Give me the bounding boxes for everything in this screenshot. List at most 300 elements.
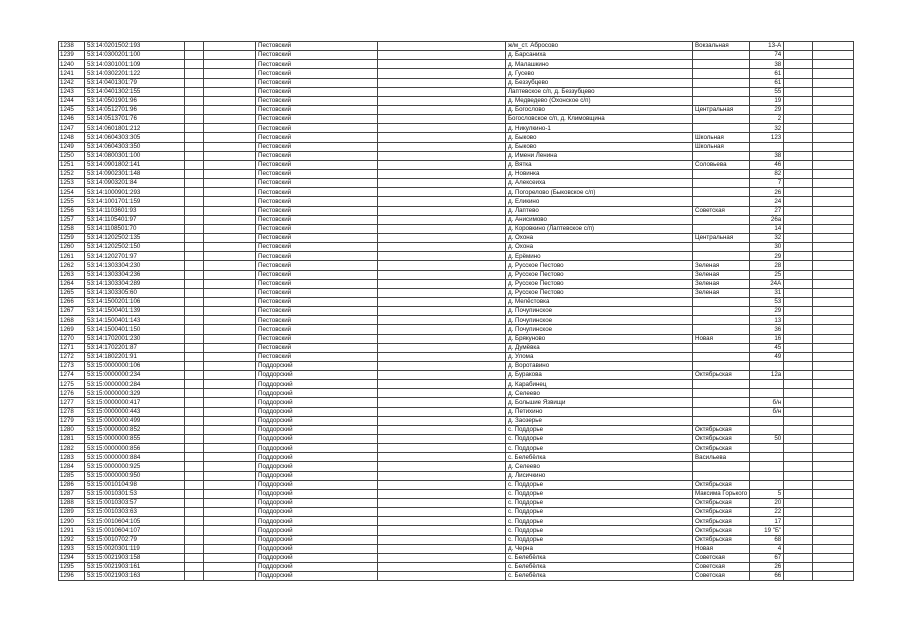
street-name (693, 361, 750, 370)
row-number: 1290 (59, 517, 85, 526)
cadastral-number: 53:14:0300201:100 (85, 51, 185, 60)
blank-cell (378, 444, 506, 453)
blank-cell (378, 462, 506, 471)
blank-cell (378, 526, 506, 535)
blank-cell (204, 188, 256, 197)
blank-cell (185, 499, 204, 508)
table-row (59, 261, 854, 270)
house-number: 29 (750, 252, 784, 261)
blank-cell (813, 224, 854, 233)
street-name (693, 124, 750, 133)
blank-cell (185, 407, 204, 416)
blank-cell (784, 206, 813, 215)
blank-cell (813, 105, 854, 114)
cadastral-number: 53:14:0501901:96 (85, 96, 185, 105)
blank-cell (185, 361, 204, 370)
locality-name: д. Лисичкино (506, 471, 693, 480)
cadastral-number: 53:14:0901802:141 (85, 160, 185, 169)
locality-name: д. Заозерье (506, 416, 693, 425)
table-row (59, 544, 854, 553)
blank-cell (784, 462, 813, 471)
cadastral-number: 53:15:0000000:443 (85, 407, 185, 416)
blank-cell (204, 526, 256, 535)
district-name: Поддорский (256, 499, 378, 508)
house-number (750, 389, 784, 398)
blank-cell (378, 371, 506, 380)
table-row (59, 42, 854, 51)
blank-cell (813, 87, 854, 96)
blank-cell (378, 224, 506, 233)
blank-cell (784, 142, 813, 151)
street-name: Вокзальная (693, 42, 750, 51)
blank-cell (813, 197, 854, 206)
blank-cell (378, 233, 506, 242)
blank-cell (185, 398, 204, 407)
row-number: 1269 (59, 325, 85, 334)
blank-cell (204, 316, 256, 325)
locality-name: д. Русское Пестово (506, 279, 693, 288)
table-row (59, 508, 854, 517)
house-number: 29 (750, 105, 784, 114)
blank-cell (204, 371, 256, 380)
blank-cell (185, 334, 204, 343)
cadastral-number: 53:14:1303305:60 (85, 288, 185, 297)
blank-cell (784, 42, 813, 51)
locality-name: д. Погорелово (Быковское с/п) (506, 188, 693, 197)
house-number: 17 (750, 517, 784, 526)
table-row (59, 297, 854, 306)
house-number: 26 (750, 563, 784, 572)
blank-cell (378, 416, 506, 425)
cadastral-number: 53:14:1702201:87 (85, 343, 185, 352)
locality-name: д. Селеево (506, 462, 693, 471)
street-name: Октябрьская (693, 526, 750, 535)
cadastral-number: 53:14:1702001:230 (85, 334, 185, 343)
row-number: 1291 (59, 526, 85, 535)
row-number: 1279 (59, 416, 85, 425)
blank-cell (204, 233, 256, 242)
blank-cell (204, 279, 256, 288)
table-row (59, 78, 854, 87)
blank-cell (813, 78, 854, 87)
blank-cell (185, 206, 204, 215)
blank-cell (784, 105, 813, 114)
blank-cell (378, 105, 506, 114)
blank-cell (813, 544, 854, 553)
cadastral-number: 53:14:0800301:100 (85, 151, 185, 160)
table-row (59, 105, 854, 114)
blank-cell (784, 453, 813, 462)
house-number: 49 (750, 352, 784, 361)
table-row (59, 69, 854, 78)
blank-cell (185, 261, 204, 270)
blank-cell (813, 60, 854, 69)
blank-cell (204, 105, 256, 114)
street-name: Октябрьская (693, 480, 750, 489)
blank-cell (204, 133, 256, 142)
blank-cell (204, 215, 256, 224)
street-name (693, 389, 750, 398)
cadastral-number: 53:14:0401302:155 (85, 87, 185, 96)
cadastral-number: 53:15:0000000:234 (85, 371, 185, 380)
blank-cell (813, 297, 854, 306)
blank-cell (185, 188, 204, 197)
locality-name: д. Почупинское (506, 307, 693, 316)
locality-name: д. Почупинское (506, 316, 693, 325)
cadastral-number: 53:14:1202502:135 (85, 233, 185, 242)
district-name: Поддорский (256, 544, 378, 553)
blank-cell (185, 179, 204, 188)
cadastral-number: 53:14:1500401:143 (85, 316, 185, 325)
blank-cell (185, 69, 204, 78)
street-name (693, 307, 750, 316)
locality-name: д. Никулкино-1 (506, 124, 693, 133)
blank-cell (813, 233, 854, 242)
blank-cell (185, 352, 204, 361)
house-number: 19 (750, 96, 784, 105)
street-name: Октябрьская (693, 508, 750, 517)
blank-cell (784, 297, 813, 306)
locality-name: д. Еликино (506, 197, 693, 206)
street-name (693, 462, 750, 471)
table-row (59, 553, 854, 562)
district-name: Пестовский (256, 115, 378, 124)
district-name: Пестовский (256, 206, 378, 215)
blank-cell (204, 462, 256, 471)
locality-name: д. Лаптево (506, 206, 693, 215)
street-name: Октябрьская (693, 517, 750, 526)
cadastral-number: 53:14:0512701:96 (85, 105, 185, 114)
district-name: Поддорский (256, 380, 378, 389)
blank-cell (784, 508, 813, 517)
blank-cell (378, 206, 506, 215)
table-row (59, 526, 854, 535)
row-number: 1238 (59, 42, 85, 51)
row-number: 1281 (59, 435, 85, 444)
district-name: Пестовский (256, 96, 378, 105)
cadastral-number: 53:14:1103601:93 (85, 206, 185, 215)
cadastral-number: 53:14:0604303:305 (85, 133, 185, 142)
locality-name: д. Имени Ленина (506, 151, 693, 160)
street-name (693, 115, 750, 124)
blank-cell (204, 480, 256, 489)
district-name: Поддорский (256, 435, 378, 444)
blank-cell (185, 325, 204, 334)
blank-cell (813, 334, 854, 343)
blank-cell (185, 169, 204, 178)
house-number: 123 (750, 133, 784, 142)
blank-cell (185, 343, 204, 352)
district-name: Пестовский (256, 87, 378, 96)
row-number: 1245 (59, 105, 85, 114)
blank-cell (185, 151, 204, 160)
row-number: 1280 (59, 425, 85, 434)
row-number: 1272 (59, 352, 85, 361)
locality-name: с. Белебёлка (506, 453, 693, 462)
row-number: 1251 (59, 160, 85, 169)
locality-name: с. Белебёлка (506, 563, 693, 572)
cadastral-number: 53:15:0010702:79 (85, 535, 185, 544)
blank-cell (378, 60, 506, 69)
district-name: Поддорский (256, 563, 378, 572)
house-number: 27 (750, 206, 784, 215)
blank-cell (784, 78, 813, 87)
row-number: 1273 (59, 361, 85, 370)
house-number: 45 (750, 343, 784, 352)
locality-name: с. Поддорье (506, 535, 693, 544)
locality-name: д. Русское Пестово (506, 270, 693, 279)
blank-cell (378, 334, 506, 343)
blank-cell (784, 316, 813, 325)
cadastral-number: 53:15:0000000:855 (85, 435, 185, 444)
blank-cell (185, 197, 204, 206)
blank-cell (784, 535, 813, 544)
district-name: Поддорский (256, 389, 378, 398)
blank-cell (185, 160, 204, 169)
blank-cell (813, 535, 854, 544)
street-name: Соловьева (693, 160, 750, 169)
street-name: Октябрьская (693, 435, 750, 444)
cadastral-number: 53:15:0021903:158 (85, 553, 185, 562)
blank-cell (813, 51, 854, 60)
row-number: 1268 (59, 316, 85, 325)
locality-name: д. Быково (506, 133, 693, 142)
cadastral-number: 53:14:0604303:350 (85, 142, 185, 151)
cadastral-number: 53:15:0010303:57 (85, 499, 185, 508)
row-number: 1270 (59, 334, 85, 343)
cadastral-number: 53:14:1303304:236 (85, 270, 185, 279)
district-name: Поддорский (256, 480, 378, 489)
locality-name: Лаптевское с/п, д. Беззубцево (506, 87, 693, 96)
row-number: 1271 (59, 343, 85, 352)
cadastral-number: 53:14:0902301:148 (85, 169, 185, 178)
blank-cell (185, 435, 204, 444)
street-name (693, 471, 750, 480)
blank-cell (204, 115, 256, 124)
locality-name: Богословское с/п, д. Климовщина (506, 115, 693, 124)
table-row (59, 233, 854, 242)
locality-name: д. Брякуново (506, 334, 693, 343)
district-name: Поддорский (256, 553, 378, 562)
cadastral-number: 53:15:0021903:163 (85, 572, 185, 581)
table-row (59, 224, 854, 233)
locality-name: д. Барсаниха (506, 51, 693, 60)
blank-cell (204, 42, 256, 51)
blank-cell (813, 270, 854, 279)
house-number: 16 (750, 334, 784, 343)
blank-cell (813, 288, 854, 297)
blank-cell (378, 425, 506, 434)
blank-cell (378, 252, 506, 261)
blank-cell (378, 279, 506, 288)
district-name: Пестовский (256, 151, 378, 160)
blank-cell (185, 224, 204, 233)
district-name: Пестовский (256, 233, 378, 242)
street-name: Октябрьская (693, 371, 750, 380)
blank-cell (185, 517, 204, 526)
blank-cell (378, 69, 506, 78)
row-number: 1276 (59, 389, 85, 398)
blank-cell (204, 142, 256, 151)
blank-cell (784, 563, 813, 572)
blank-cell (784, 435, 813, 444)
blank-cell (204, 499, 256, 508)
table-row (59, 51, 854, 60)
street-name (693, 297, 750, 306)
blank-cell (204, 206, 256, 215)
blank-cell (204, 124, 256, 133)
blank-cell (204, 398, 256, 407)
blank-cell (185, 508, 204, 517)
blank-cell (204, 151, 256, 160)
blank-cell (784, 489, 813, 498)
house-number (750, 444, 784, 453)
locality-name: д. Беззубцево (506, 78, 693, 87)
table-body (59, 42, 854, 581)
district-name: Пестовский (256, 343, 378, 352)
blank-cell (204, 78, 256, 87)
blank-cell (784, 371, 813, 380)
street-name (693, 51, 750, 60)
row-number: 1289 (59, 508, 85, 517)
blank-cell (378, 197, 506, 206)
house-number: 24А (750, 279, 784, 288)
district-name: Пестовский (256, 224, 378, 233)
blank-cell (813, 124, 854, 133)
street-name: Зеленая (693, 270, 750, 279)
blank-cell (784, 334, 813, 343)
street-name (693, 224, 750, 233)
blank-cell (185, 371, 204, 380)
house-number: 53 (750, 297, 784, 306)
house-number: 66 (750, 572, 784, 581)
district-name: Поддорский (256, 489, 378, 498)
row-number: 1264 (59, 279, 85, 288)
table-row (59, 361, 854, 370)
cadastral-number: 53:14:1303304:230 (85, 261, 185, 270)
district-name: Пестовский (256, 42, 378, 51)
locality-name: д. Охона (506, 233, 693, 242)
blank-cell (784, 243, 813, 252)
street-name (693, 252, 750, 261)
blank-cell (784, 480, 813, 489)
blank-cell (204, 425, 256, 434)
street-name: Советская (693, 553, 750, 562)
blank-cell (204, 270, 256, 279)
street-name: Советская (693, 563, 750, 572)
blank-cell (378, 435, 506, 444)
blank-cell (813, 115, 854, 124)
blank-cell (784, 87, 813, 96)
blank-cell (204, 553, 256, 562)
blank-cell (185, 252, 204, 261)
district-name: Пестовский (256, 325, 378, 334)
district-name: Поддорский (256, 453, 378, 462)
district-name: Поддорский (256, 416, 378, 425)
blank-cell (813, 151, 854, 160)
blank-cell (784, 151, 813, 160)
blank-cell (204, 352, 256, 361)
house-number: 7 (750, 179, 784, 188)
blank-cell (378, 563, 506, 572)
table-row (59, 87, 854, 96)
street-name (693, 151, 750, 160)
district-name: Поддорский (256, 508, 378, 517)
table-row (59, 444, 854, 453)
street-name: Васильева (693, 453, 750, 462)
row-number: 1253 (59, 179, 85, 188)
table-row (59, 563, 854, 572)
house-number: 20 (750, 499, 784, 508)
table-row (59, 425, 854, 434)
house-number: 5 (750, 489, 784, 498)
house-number: б/н (750, 398, 784, 407)
blank-cell (378, 151, 506, 160)
blank-cell (185, 425, 204, 434)
cadastral-number: 53:14:0903201:84 (85, 179, 185, 188)
district-name: Пестовский (256, 279, 378, 288)
street-name (693, 380, 750, 389)
blank-cell (378, 297, 506, 306)
district-name: Пестовский (256, 160, 378, 169)
blank-cell (185, 105, 204, 114)
street-name: Зеленая (693, 279, 750, 288)
blank-cell (204, 444, 256, 453)
blank-cell (204, 307, 256, 316)
house-number (750, 462, 784, 471)
row-number: 1296 (59, 572, 85, 581)
street-name (693, 316, 750, 325)
row-number: 1285 (59, 471, 85, 480)
blank-cell (378, 133, 506, 142)
district-name: Пестовский (256, 243, 378, 252)
street-name: Советская (693, 572, 750, 581)
table-row (59, 489, 854, 498)
row-number: 1293 (59, 544, 85, 553)
street-name (693, 169, 750, 178)
district-name: Поддорский (256, 572, 378, 581)
blank-cell (813, 96, 854, 105)
locality-name: д. Новинка (506, 169, 693, 178)
blank-cell (185, 124, 204, 133)
blank-cell (185, 526, 204, 535)
blank-cell (204, 179, 256, 188)
blank-cell (813, 325, 854, 334)
blank-cell (185, 480, 204, 489)
table-row (59, 398, 854, 407)
blank-cell (813, 517, 854, 526)
table-row (59, 535, 854, 544)
row-number: 1275 (59, 380, 85, 389)
blank-cell (378, 553, 506, 562)
street-name: Максима Горького (693, 489, 750, 498)
blank-cell (813, 142, 854, 151)
house-number: 61 (750, 69, 784, 78)
table-row (59, 96, 854, 105)
locality-name: д. Русское Пестово (506, 288, 693, 297)
blank-cell (204, 563, 256, 572)
blank-cell (204, 252, 256, 261)
blank-cell (204, 572, 256, 581)
row-number: 1266 (59, 297, 85, 306)
cadastral-number: 53:15:0000000:106 (85, 361, 185, 370)
blank-cell (813, 398, 854, 407)
district-name: Пестовский (256, 352, 378, 361)
street-name: Октябрьская (693, 499, 750, 508)
house-number (750, 471, 784, 480)
table-row (59, 169, 854, 178)
blank-cell (784, 179, 813, 188)
